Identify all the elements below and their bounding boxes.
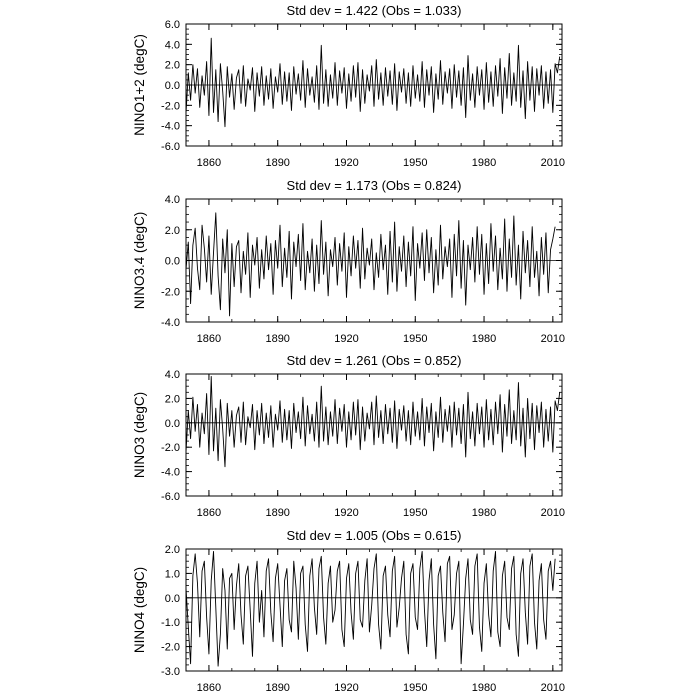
y-tick-label: 6.0 xyxy=(164,19,180,31)
x-tick-label: 1860 xyxy=(196,507,222,519)
y-tick-label: 4.0 xyxy=(164,369,180,381)
chart-title: Std dev = 1.005 (Obs = 0.615) xyxy=(286,528,462,543)
y-tick-label: -1.0 xyxy=(161,617,180,630)
x-tick-label: 2010 xyxy=(540,682,566,694)
x-tick-label: 1860 xyxy=(196,157,222,169)
x-tick-label: 1860 xyxy=(196,333,222,345)
y-tick-label: -6.0 xyxy=(161,491,180,503)
x-tick-label: 1980 xyxy=(471,157,497,169)
y-tick-label: 4.0 xyxy=(164,194,180,206)
y-tick-label: -2.0 xyxy=(161,286,180,299)
y-tick-label: -4.0 xyxy=(161,317,180,329)
x-tick-label: 1890 xyxy=(265,507,290,519)
plot-frame xyxy=(186,374,562,496)
x-tick-label: 1980 xyxy=(471,333,497,345)
y-tick-label: -6.0 xyxy=(161,141,180,153)
chart-panel-4 xyxy=(132,528,565,694)
y-tick-label: 0.0 xyxy=(164,417,180,430)
chart-panel-3 xyxy=(132,353,565,519)
y-tick-label: -4.0 xyxy=(161,466,180,479)
x-tick-label: 1920 xyxy=(334,507,359,519)
x-tick-label: 1980 xyxy=(471,682,497,694)
y-tick-label: 2.0 xyxy=(164,544,180,556)
y-tick-label: 0.0 xyxy=(164,592,180,605)
series-line xyxy=(186,376,560,466)
y-tick-label: -4.0 xyxy=(161,120,180,133)
y-tick-label: -2.0 xyxy=(161,641,180,654)
x-tick-label: 1920 xyxy=(334,157,359,169)
x-tick-label: 1920 xyxy=(334,333,359,345)
y-axis-label: NINO3 (degC) xyxy=(132,391,147,479)
series-line xyxy=(186,551,555,666)
chart-panel-1 xyxy=(132,3,565,169)
x-tick-label: 2010 xyxy=(540,157,566,169)
y-tick-label: 2.0 xyxy=(164,224,180,237)
y-tick-label: -3.0 xyxy=(161,666,180,678)
y-tick-label: 2.0 xyxy=(164,59,180,72)
chart-title: Std dev = 1.261 (Obs = 0.852) xyxy=(286,353,462,368)
chart-title: Std dev = 1.422 (Obs = 1.033) xyxy=(286,3,462,18)
x-tick-label: 1950 xyxy=(403,157,428,169)
y-tick-label: -2.0 xyxy=(161,100,180,113)
x-tick-label: 1950 xyxy=(403,507,428,519)
x-tick-label: 1890 xyxy=(265,157,290,169)
y-tick-label: 2.0 xyxy=(164,393,180,406)
y-axis-label: NINO4 (degC) xyxy=(132,566,147,654)
y-tick-label: 1.0 xyxy=(164,568,180,581)
y-tick-label: 0.0 xyxy=(164,255,180,268)
series-line xyxy=(186,213,555,316)
x-tick-label: 1890 xyxy=(265,333,290,345)
series-line xyxy=(186,38,560,126)
x-tick-label: 2010 xyxy=(540,333,566,345)
x-tick-label: 2010 xyxy=(540,507,566,519)
y-tick-label: -2.0 xyxy=(161,442,180,455)
x-tick-label: 1980 xyxy=(471,507,497,519)
x-tick-label: 1860 xyxy=(196,682,222,694)
x-tick-label: 1890 xyxy=(265,682,290,694)
y-tick-label: 4.0 xyxy=(164,39,180,52)
y-axis-label: NINO1+2 (degC) xyxy=(132,34,147,136)
chart-title: Std dev = 1.173 (Obs = 0.824) xyxy=(286,178,462,193)
y-tick-label: 0.0 xyxy=(164,80,180,92)
x-tick-label: 1950 xyxy=(403,682,428,694)
x-tick-label: 1920 xyxy=(334,682,359,694)
chart-panel-2 xyxy=(132,178,565,345)
y-axis-label: NINO3.4 (degC) xyxy=(132,211,147,310)
x-tick-label: 1950 xyxy=(403,333,428,345)
